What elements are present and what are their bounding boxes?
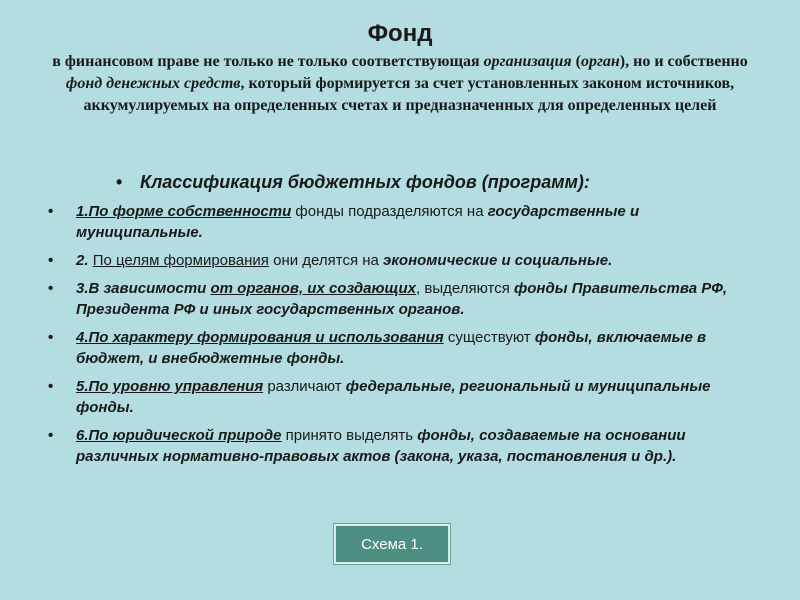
- classification-heading: [116, 172, 740, 193]
- item-criterion: По целям формирования: [92, 252, 269, 269]
- list-item-formation: [48, 327, 756, 369]
- item-criterion: 4.По характеру формирования и использования: [76, 329, 444, 346]
- scheme-1-button[interactable]: [334, 524, 450, 564]
- bullet-icon: •: [48, 252, 54, 269]
- item-text: , выделяются: [416, 280, 514, 297]
- item-result: фонды, включаемые в бюджет, и внебюджетные фонды.: [76, 329, 707, 367]
- intro-term-organization: организация: [483, 53, 572, 70]
- item-text: они делятся на: [268, 252, 384, 269]
- classification-heading-text: Классификация бюджетных фондов (программ):: [140, 172, 590, 192]
- item-result: государственные и муниципальные.: [76, 203, 640, 241]
- item-text: существуют: [443, 329, 535, 346]
- item-criterion: от органов, их создающих: [210, 280, 417, 297]
- intro-text-3: (: [571, 53, 581, 70]
- bullet-icon: •: [48, 378, 54, 395]
- item-text: принято выделять: [281, 427, 418, 444]
- page-title: Фонд: [367, 20, 433, 47]
- list-item-goals: [48, 250, 756, 271]
- intro-text-1: в финансовом праве не только не только соответствующая: [52, 53, 484, 70]
- intro-term-organ: орган: [580, 53, 620, 70]
- item-result: фонды, создаваемые на основании различных нормативно-правовых актов (закона, указа, постановления и др.).: [76, 427, 686, 465]
- item-number: 3.В зависимости: [76, 280, 211, 297]
- intro-text-7: , который формируется за счет установленных законом источников, аккумулируемых на определенных счетах и предназначенных для определенных целей: [83, 75, 735, 114]
- bullet-icon: •: [48, 427, 54, 444]
- bullet-icon: •: [48, 329, 54, 346]
- item-result: федеральные, региональный и муниципальные фонды.: [76, 378, 711, 416]
- item-criterion: 6.По юридической природе: [76, 427, 282, 444]
- bullet-icon: •: [48, 203, 54, 220]
- list-item-management-level: [48, 376, 756, 418]
- item-text: различают: [263, 378, 346, 395]
- item-result: фонды Правительства РФ, Президента РФ и иных государственных органов.: [76, 280, 728, 318]
- classification-list: [48, 201, 756, 474]
- item-text: фонды подразделяются на: [291, 203, 488, 220]
- intro-term-fund: фонд денежных средств: [65, 75, 241, 92]
- intro-paragraph: [40, 51, 760, 137]
- list-item-organs: [48, 278, 756, 320]
- bullet-icon: •: [48, 280, 54, 297]
- bullet-icon: •: [116, 172, 123, 192]
- item-criterion: 5.По уровню управления: [76, 378, 264, 395]
- intro-text-5: ), но и собственно: [619, 53, 748, 70]
- scheme-1-button-label: Схема 1.: [361, 535, 423, 553]
- list-item-ownership: [48, 201, 756, 243]
- list-item-legal-nature: [48, 425, 756, 467]
- item-result: экономические и социальные.: [383, 252, 613, 269]
- item-number: 2.: [76, 252, 93, 269]
- item-criterion: 1.По форме собственности: [76, 203, 292, 220]
